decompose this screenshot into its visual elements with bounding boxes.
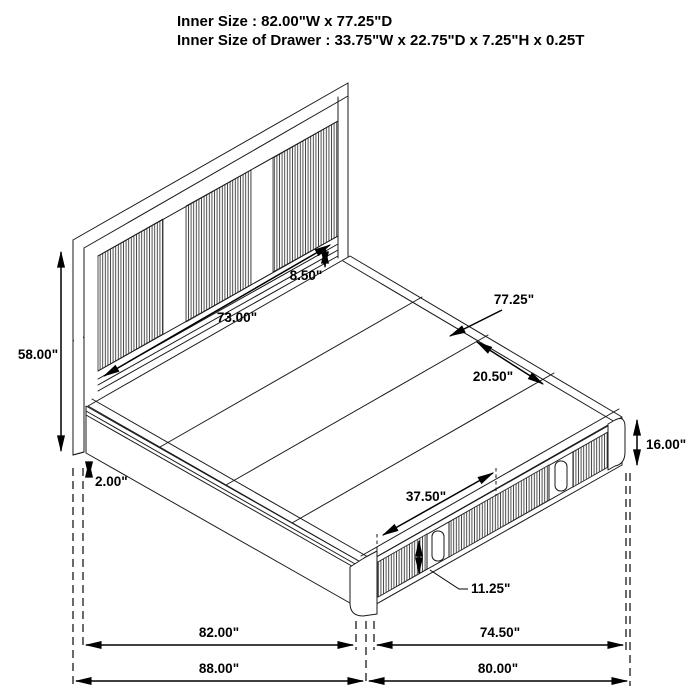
dim-headboard-height-label: 58.00" bbox=[17, 347, 59, 362]
dim-deck-depth bbox=[450, 292, 534, 336]
dim-side-inner bbox=[86, 625, 353, 645]
dim-headboard-height bbox=[18, 252, 61, 451]
dim-foot-overall-label: 80.00" bbox=[477, 661, 519, 676]
dim-side-inner-label: 82.00" bbox=[198, 625, 240, 640]
dim-drawer-height-label: 11.25" bbox=[471, 581, 511, 596]
right-corner-post bbox=[608, 419, 625, 470]
dim-footboard-height-label: 16.00" bbox=[646, 437, 687, 452]
dim-side-overall bbox=[76, 661, 363, 681]
dim-rail-height-label: 8.50" bbox=[289, 268, 323, 283]
dim-drawer-span-label: 37.50" bbox=[405, 489, 447, 504]
title-inner-size: Inner Size : 82.00"W x 77.25"D bbox=[177, 13, 393, 30]
drawer-handle-right bbox=[555, 461, 567, 491]
dim-foot-inner-label: 74.50" bbox=[479, 625, 521, 640]
dim-slat-width-label: 20.50" bbox=[472, 369, 514, 384]
dim-footboard-height bbox=[637, 420, 686, 465]
diagram-title bbox=[177, 13, 584, 49]
drawer-handle-left bbox=[432, 531, 444, 561]
dim-headboard-width-label: 73.00" bbox=[216, 310, 258, 325]
dim-foot-overall bbox=[369, 661, 627, 681]
dim-deck-depth-label: 77.25" bbox=[493, 292, 535, 307]
headboard-left-leg bbox=[73, 240, 84, 455]
title-drawer-size: Inner Size of Drawer : 33.75"W x 22.75"D x 7.25"H x 0.25T bbox=[177, 32, 585, 49]
dim-floor-clearance-label: 2.00" bbox=[95, 474, 128, 489]
dim-side-overall-label: 88.00" bbox=[198, 661, 240, 676]
dim-foot-inner bbox=[377, 625, 623, 645]
